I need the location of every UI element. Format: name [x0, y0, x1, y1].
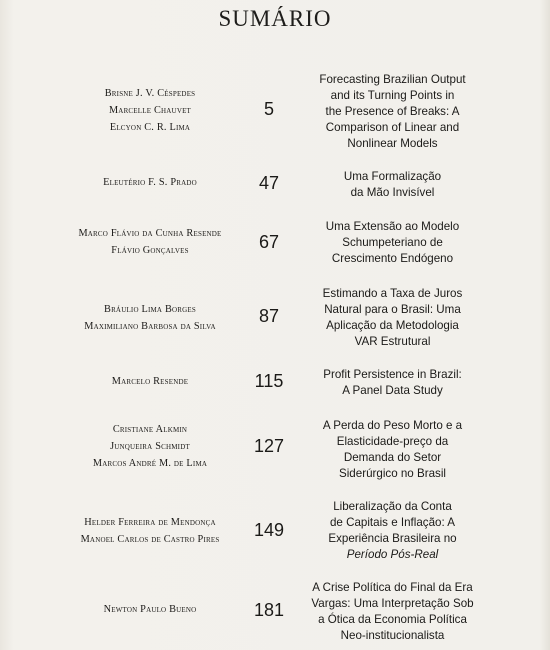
entry-title: [305, 286, 480, 350]
entry-title-line: de Capitais e Inflação: A: [329, 516, 456, 529]
entry-title-line: Crescimento Endógeno: [331, 252, 454, 265]
entry-title: [305, 169, 480, 201]
entry-title-line: and its Turning Points in: [330, 89, 455, 102]
entry-title-line: A Crise Política do Final da Era: [312, 581, 473, 594]
entry-page-number: 67: [258, 232, 280, 252]
entry-title-line: Demanda do Setor: [343, 451, 442, 464]
entry-title-line: Uma Extensão ao Modelo: [325, 220, 460, 233]
entry-title-line: Aplicação da Metodologia: [326, 319, 459, 332]
author-name: Flávio Gonçalves: [111, 245, 189, 256]
entry-title-line: Comparison of Linear and: [325, 121, 460, 134]
entry-title-line: Liberalização da Conta: [333, 500, 452, 513]
entry-title-line: A Perda do Peso Morto e a: [322, 419, 463, 432]
entry-page-number: 127: [253, 436, 285, 456]
entry-title-line: Siderúrgico no Brasil: [339, 467, 446, 480]
author-name: Maximiliano Barbosa da Silva: [84, 321, 216, 332]
entry-authors: [60, 421, 240, 472]
entry-title-line: Estimando a Taxa de Juros: [322, 287, 463, 300]
entry-title-line: a Ótica da Economia Política: [318, 613, 467, 626]
entry-authors: [60, 514, 240, 548]
entry-authors: [60, 373, 240, 390]
author-name: Cristiane Alkmin: [112, 424, 188, 435]
entry-title-line: Nonlinear Models: [347, 137, 438, 150]
entry-title-line: Schumpeteriano de: [342, 236, 443, 249]
entry-title: [305, 580, 480, 644]
entry-title: [305, 72, 480, 152]
entry-page-number: 5: [263, 99, 274, 119]
entry-title-line: A Panel Data Study: [342, 384, 443, 397]
author-name: Junqueira Schmidt: [110, 441, 190, 452]
author-name: Bráulio Lima Borges: [104, 304, 196, 315]
entry-page-number: 181: [253, 600, 285, 620]
author-name: Marcelo Resende: [111, 376, 189, 387]
author-name: Eleutério F. S. Prado: [103, 177, 197, 188]
entry-title: [305, 219, 480, 267]
entry-page-number: 87: [258, 306, 280, 326]
entry-title-line: Neo-institucionalista: [340, 629, 445, 642]
entry-title: [305, 499, 480, 563]
entry-page-number: 149: [253, 520, 285, 540]
entry-authors: [60, 601, 240, 618]
entry-authors: [60, 85, 240, 136]
entry-title-line: Forecasting Brazilian Output: [319, 73, 466, 86]
entry-title-line: Profit Persistence in Brazil:: [323, 368, 462, 381]
author-name: Newton Paulo Bueno: [103, 604, 197, 615]
author-name: Marcelle Chauvet: [108, 105, 192, 116]
author-name: Brisne J. V. Céspedes: [104, 88, 196, 99]
author-name: Manoel Carlos de Castro Pires: [80, 534, 220, 545]
entry-title: [305, 418, 480, 482]
author-name: Marco Flávio da Cunha Resende: [78, 228, 222, 239]
entry-title-line: the Presence of Breaks: A: [325, 105, 460, 118]
page-title: SUMÁRIO: [218, 6, 332, 31]
entry-page-number: 115: [254, 371, 284, 391]
entry-page-number: 47: [258, 173, 280, 193]
entry-authors: [60, 301, 240, 335]
entry-title-line: Período Pós-Real: [346, 548, 439, 561]
entry-title-line: da Mão Invisível: [350, 186, 435, 199]
entry-title-line: Uma Formalização: [343, 170, 442, 183]
entry-title-line: VAR Estrutural: [354, 335, 431, 348]
entry-title-line: Vargas: Uma Interpretação Sob: [311, 597, 474, 610]
author-name: Helder Ferreira de Mendonça: [84, 517, 216, 528]
entry-authors: [60, 174, 240, 191]
author-name: Elcyon C. R. Lima: [109, 122, 191, 133]
entry-authors: [60, 225, 240, 259]
author-name: Marcos André M. de Lima: [92, 458, 208, 469]
entry-title-line: Elasticidade-preço da: [336, 435, 449, 448]
entry-title: [305, 367, 480, 399]
entry-title-line: Natural para o Brasil: Uma: [324, 303, 461, 316]
entry-title-line: Experiência Brasileira no: [328, 532, 457, 545]
